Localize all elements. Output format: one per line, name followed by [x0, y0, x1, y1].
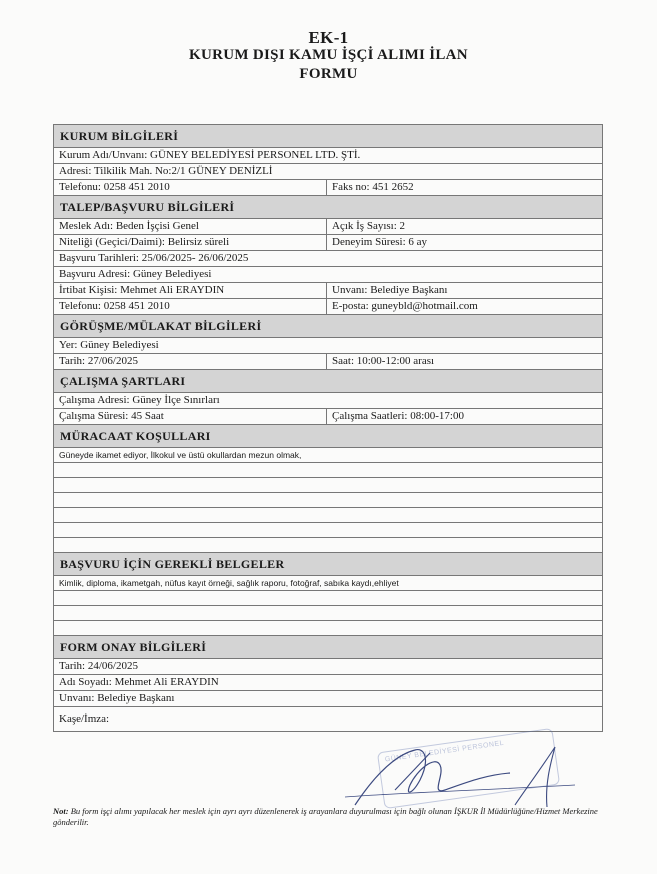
- row-blank: [54, 492, 602, 507]
- calisma-adres: Çalışma Adresi: Güney İlçe Sınırları: [59, 394, 220, 406]
- gorusme-saat: Saat: 10:00-12:00 arası: [332, 355, 435, 367]
- form-title-cont: FORMU: [299, 66, 358, 82]
- onay-unvani: Unvanı: Belediye Başkanı: [59, 692, 175, 704]
- section-belgeler: BAŞVURU İÇİN GEREKLİ BELGELER: [54, 552, 602, 575]
- row-kase: [54, 706, 602, 731]
- row-kurum-adi: [54, 147, 602, 163]
- kase-imza: Kaşe/İmza:: [59, 713, 110, 725]
- row-basvuru-tarihleri: [54, 250, 602, 266]
- section-onay: FORM ONAY BİLGİLERİ: [54, 635, 602, 658]
- row-blank: [54, 477, 602, 492]
- row-blank: [54, 462, 602, 477]
- irtibat-unvani: Unvanı: Belediye Başkanı: [332, 284, 448, 296]
- gorusme-yer: Yer: Güney Belediyesi: [59, 339, 159, 351]
- acik-is-sayisi: Açık İş Sayısı: 2: [332, 220, 406, 232]
- row-irtibat: [54, 282, 602, 298]
- gorusme-tarih: Tarih: 27/06/2025: [54, 354, 327, 369]
- section-kurum: KURUM BİLGİLERİ: [54, 124, 602, 147]
- section-muracaat: MÜRACAAT KOŞULLARI: [54, 424, 602, 447]
- footer-note: [53, 806, 613, 828]
- row-talep-telefon: [54, 298, 602, 314]
- row-blank: [54, 537, 602, 552]
- calisma-suresi: Çalışma Süresi: 45 Saat: [54, 409, 327, 424]
- note-label: Not:: [53, 806, 69, 816]
- row-onay-tarih: [54, 658, 602, 674]
- kurum-telefon: Telefonu: 0258 451 2010: [54, 180, 327, 195]
- row-blank: [54, 590, 602, 605]
- row-gorusme-tarih: [54, 353, 602, 369]
- meslek-adi: Meslek Adı: Beden İşçisi Genel: [54, 219, 327, 234]
- row-calisma-adres: [54, 392, 602, 408]
- form-title: KURUM DIŞI KAMU İŞÇİ ALIMI İLAN: [189, 47, 468, 63]
- kurum-faks: Faks no: 451 2652: [332, 181, 414, 193]
- muracaat-kosullari: Güneyde ikamet ediyor, İlkokul ve üstü okullardan mezun olmak,: [59, 450, 302, 460]
- row-belgeler-text: [54, 575, 602, 590]
- kurum-adi: Kurum Adı/Unvanı: GÜNEY BELEDİYESİ PERSONEL LTD. ŞTİ.: [59, 149, 361, 161]
- talep-telefon: Telefonu: 0258 451 2010: [54, 299, 327, 314]
- row-onay-unvan: [54, 690, 602, 706]
- announcement-form: [53, 124, 603, 732]
- onay-adi-soyadi: Adı Soyadı: Mehmet Ali ERAYDIN: [59, 676, 219, 688]
- row-kurum-telefon: [54, 179, 602, 195]
- section-gorusme: GÖRÜŞME/MÜLAKAT BİLGİLERİ: [54, 314, 602, 337]
- row-blank: [54, 620, 602, 635]
- row-blank: [54, 605, 602, 620]
- section-calisma: ÇALIŞMA ŞARTLARI: [54, 369, 602, 392]
- calisma-saatleri: Çalışma Saatleri: 08:00-17:00: [332, 410, 464, 422]
- gerekli-belgeler: Kimlik, diploma, ikametgah, nüfus kayıt örneği, sağlık raporu, fotoğraf, sabıka kaydı,ehliyet: [59, 578, 399, 588]
- section-talep: TALEP/BAŞVURU BİLGİLERİ: [54, 195, 602, 218]
- basvuru-adresi: Başvuru Adresi: Güney Belediyesi: [59, 268, 212, 280]
- note-text: Bu form işçi alımı yapılacak her meslek için ayrı ayrı düzenlenerek iş arayanlara duyurulması için bağlı olunan İŞKUR İl Müdürlüğüne/Hizmet Merkezine gönderilir.: [53, 806, 598, 827]
- onay-tarih: Tarih: 24/06/2025: [59, 660, 138, 672]
- row-blank: [54, 507, 602, 522]
- row-gorusme-yer: [54, 337, 602, 353]
- row-kurum-adres: [54, 163, 602, 179]
- signature: [335, 735, 585, 815]
- row-blank: [54, 522, 602, 537]
- stamp-text: GÜNEY BELEDİYESİ PERSONEL: [384, 739, 505, 764]
- niteligi: Niteliği (Geçici/Daimi): Belirsiz süreli: [54, 235, 327, 250]
- talep-eposta: E-posta: guneybld@hotmail.com: [332, 300, 478, 312]
- basvuru-tarihleri: Başvuru Tarihleri: 25/06/2025- 26/06/2025: [59, 252, 249, 264]
- row-meslek: [54, 218, 602, 234]
- irtibat-kisisi: İrtibat Kişisi: Mehmet Ali ERAYDIN: [54, 283, 327, 298]
- row-muracaat-text: [54, 447, 602, 462]
- row-basvuru-adresi: [54, 266, 602, 282]
- form-code: EK-1: [308, 28, 349, 47]
- row-niteligi: [54, 234, 602, 250]
- row-onay-adi: [54, 674, 602, 690]
- deneyim-suresi: Deneyim Süresi: 6 ay: [332, 236, 428, 248]
- row-calisma-sure: [54, 408, 602, 424]
- kurum-adres: Adresi: Tilkilik Mah. No:2/1 GÜNEY DENİZLİ: [59, 165, 273, 177]
